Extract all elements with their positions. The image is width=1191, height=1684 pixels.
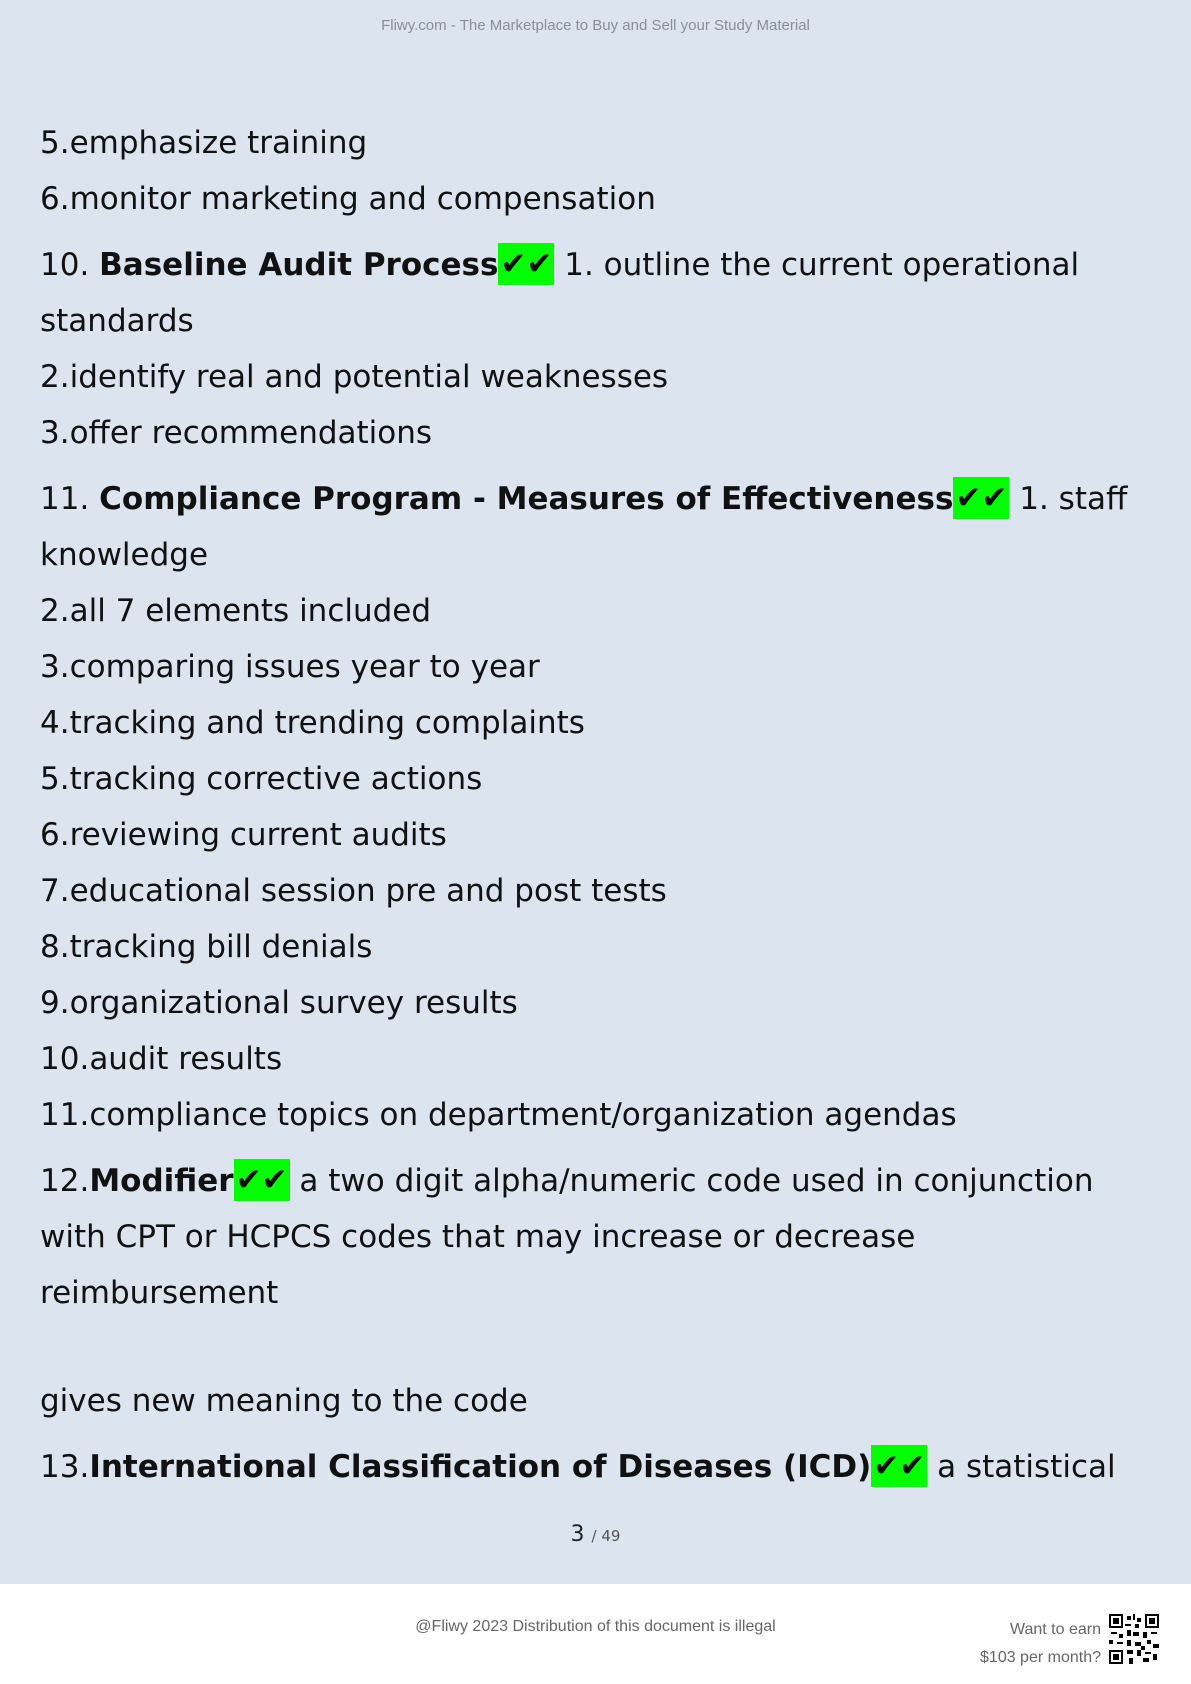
answer-continuation: standards [40,303,194,339]
question-term: Compliance Program - Measures of Effectiveness [99,481,954,517]
current-page: 3 [570,1522,585,1547]
list-item [40,115,1160,171]
item-number: 11. [40,1097,90,1133]
earn-line-2: $103 per month? [980,1649,1101,1666]
list-item [40,807,1160,863]
item-text: tracking bill denials [69,929,373,965]
item-number: 8. [40,929,70,965]
item-text: educational session pre and post tests [69,873,667,909]
question-number: 10. [40,247,90,283]
item-number: 5. [40,761,70,797]
item-text: identify real and potential weaknesses [69,359,669,395]
list-item [40,1087,1160,1143]
list-item [40,863,1160,919]
question-entry [40,1439,1160,1495]
total-pages: / 49 [591,1527,621,1545]
item-number: 2. [40,359,70,395]
list-item [40,751,1160,807]
item-number: 5. [40,125,70,161]
list-item [40,583,1160,639]
document-body [40,115,1160,1495]
answer-text: 1. staff [1019,481,1128,517]
answer-continuation: gives new meaning to the code [40,1383,528,1419]
list-item [40,975,1160,1031]
item-number: 3. [40,649,70,685]
answer-text: a two digit alpha/numeric code used in conjunction [299,1163,1094,1199]
question-entry [40,1153,1160,1209]
question-number: 12. [40,1163,90,1199]
answer-continuation: with CPT or HCPCS codes that may increase or decrease [40,1219,916,1255]
item-number: 4. [40,705,70,741]
list-item [40,695,1160,751]
question-term: Modifier [89,1163,234,1199]
item-number: 6. [40,817,70,853]
item-number: 9. [40,985,70,1021]
item-number: 6. [40,181,70,217]
question-number: 11. [40,481,90,517]
answer-text: a statistical [937,1449,1116,1485]
item-text: emphasize training [69,125,368,161]
item-text: monitor marketing and compensation [69,181,656,217]
page-footer [0,1584,1191,1684]
item-text: organizational survey results [69,985,518,1021]
list-item [40,171,1160,227]
item-text: tracking and trending complaints [69,705,585,741]
check-mark-icon: ✔✔ [871,1445,927,1487]
earn-promo[interactable] [980,1616,1101,1672]
item-number: 3. [40,415,70,451]
answer-text: 1. outline the current operational [564,247,1080,283]
list-item [40,639,1160,695]
item-text: reviewing current audits [69,817,447,853]
page-header: Fliwy.com - The Marketplace to Buy and Sell your Study Material [381,17,810,34]
list-item [40,1031,1160,1087]
question-number: 13. [40,1449,90,1485]
list-item [40,349,1160,405]
question-term: International Classification of Diseases (ICD) [89,1449,872,1485]
question-entry [40,471,1160,527]
item-text: all 7 elements included [69,593,432,629]
answer-continuation: knowledge [40,537,209,573]
item-number: 10. [40,1041,90,1077]
check-mark-icon: ✔✔ [498,243,554,285]
earn-line-1: Want to earn [1009,1621,1101,1638]
check-mark-icon: ✔✔ [234,1159,290,1201]
item-number: 7. [40,873,70,909]
item-text: comparing issues year to year [69,649,540,685]
list-item [40,405,1160,461]
blank-line [40,1321,1160,1373]
answer-continuation: reimbursement [40,1275,279,1311]
item-number: 2. [40,593,70,629]
item-text: compliance topics on department/organization agendas [89,1097,957,1133]
qr-code-icon[interactable] [1109,1614,1159,1664]
item-text: audit results [89,1041,283,1077]
legal-notice: @Fliwy 2023 Distribution of this document is illegal [415,1618,776,1635]
question-entry [40,237,1160,293]
question-term: Baseline Audit Process [99,247,499,283]
item-text: offer recommendations [69,415,433,451]
item-text: tracking corrective actions [69,761,483,797]
page-number [0,1522,1191,1547]
list-item [40,919,1160,975]
check-mark-icon: ✔✔ [953,477,1009,519]
